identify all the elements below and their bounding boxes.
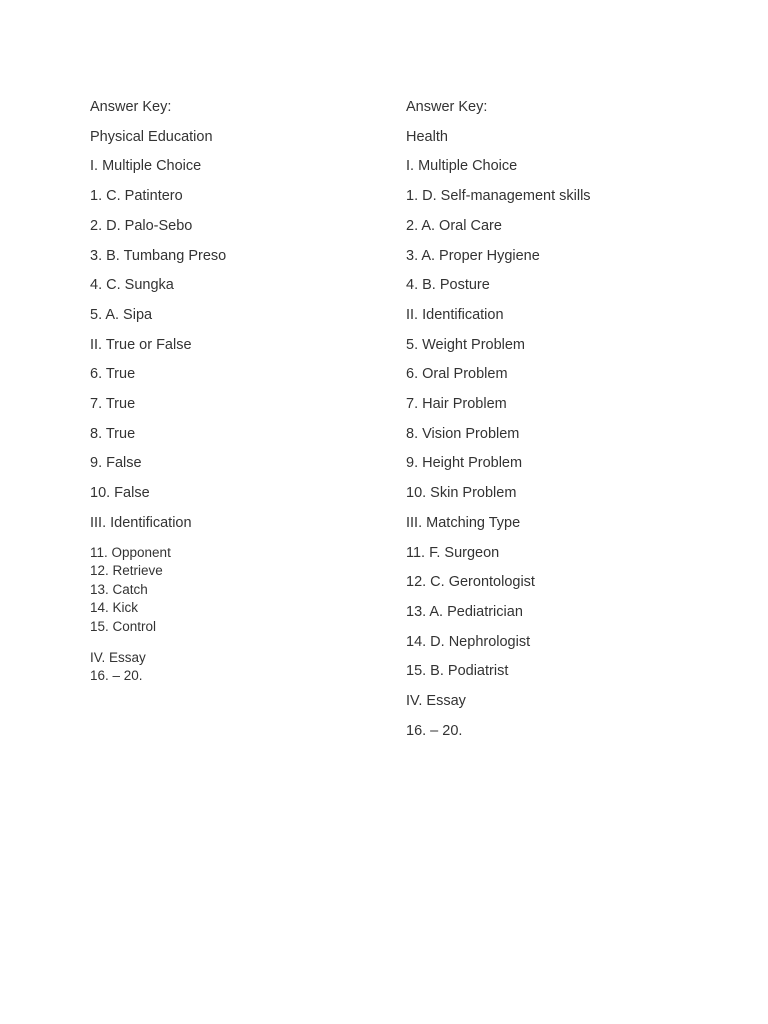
pe-answer-10: 10. False: [90, 485, 150, 502]
health-answer-12: 12. C. Gerontologist: [406, 574, 535, 591]
pe-answer-16-20: 16. – 20.: [90, 668, 143, 684]
pe-answer-9: 9. False: [90, 455, 142, 472]
health-answer-6: 6. Oral Problem: [406, 366, 508, 383]
health-section-multiple-choice: I. Multiple Choice: [406, 158, 518, 175]
health-answer-key-heading: Answer Key:: [406, 99, 488, 115]
health-answer-7: 7. Hair Problem: [406, 396, 507, 413]
pe-section-multiple-choice: I. Multiple Choice: [90, 158, 202, 175]
pe-answer-2: 2. D. Palo-Sebo: [90, 217, 193, 234]
health-answer-16-20: 16. – 20.: [406, 722, 463, 739]
health-answer-9: 9. Height Problem: [406, 455, 523, 472]
health-answer-8: 8. Vision Problem: [406, 425, 520, 442]
pe-section-true-or-false: II. True or False: [90, 336, 192, 353]
health-answer-4: 4. B. Posture: [406, 277, 490, 294]
pe-identification-answers: [90, 544, 410, 637]
pe-essay-section: [90, 649, 410, 686]
pe-answer-3: 3. B. Tumbang Preso: [90, 247, 227, 264]
pe-answer-8: 8. True: [90, 425, 136, 442]
pe-section-identification: III. Identification: [90, 514, 192, 531]
pe-answer-15: 15. Control: [90, 618, 157, 634]
health-answer-key-column: [406, 93, 726, 746]
health-answer-2: 2. A. Oral Care: [406, 217, 502, 234]
pe-answer-13: 13. Catch: [90, 581, 148, 597]
pe-answer-key-column: [90, 93, 410, 686]
health-section-matching-type: III. Matching Type: [406, 514, 521, 531]
pe-answer-7: 7. True: [90, 396, 136, 413]
health-section-essay: IV. Essay: [406, 693, 466, 710]
pe-answer-5: 5. A. Sipa: [90, 306, 153, 323]
health-answer-5: 5. Weight Problem: [406, 336, 526, 353]
health-subject-title: Health: [406, 128, 448, 145]
health-section-identification: II. Identification: [406, 306, 504, 323]
pe-answer-6: 6. True: [90, 366, 136, 383]
pe-answer-1: 1. C. Patintero: [90, 188, 183, 205]
health-answer-15: 15. B. Podiatrist: [406, 663, 509, 680]
pe-answer-key-heading: Answer Key:: [90, 99, 172, 115]
health-answer-3: 3. A. Proper Hygiene: [406, 247, 540, 264]
pe-subject-title: Physical Education: [90, 128, 213, 145]
pe-section-essay: IV. Essay: [90, 649, 146, 665]
health-answer-1: 1. D. Self-management skills: [406, 188, 591, 205]
pe-answer-14: 14. Kick: [90, 600, 139, 616]
health-answer-14: 14. D. Nephrologist: [406, 633, 531, 650]
health-answer-13: 13. A. Pediatrician: [406, 603, 523, 620]
health-answer-11: 11. F. Surgeon: [406, 544, 500, 561]
pe-answer-12: 12. Retrieve: [90, 563, 163, 579]
pe-answer-4: 4. C. Sungka: [90, 277, 174, 294]
health-answer-10: 10. Skin Problem: [406, 485, 517, 502]
pe-answer-11: 11. Opponent: [90, 544, 171, 560]
